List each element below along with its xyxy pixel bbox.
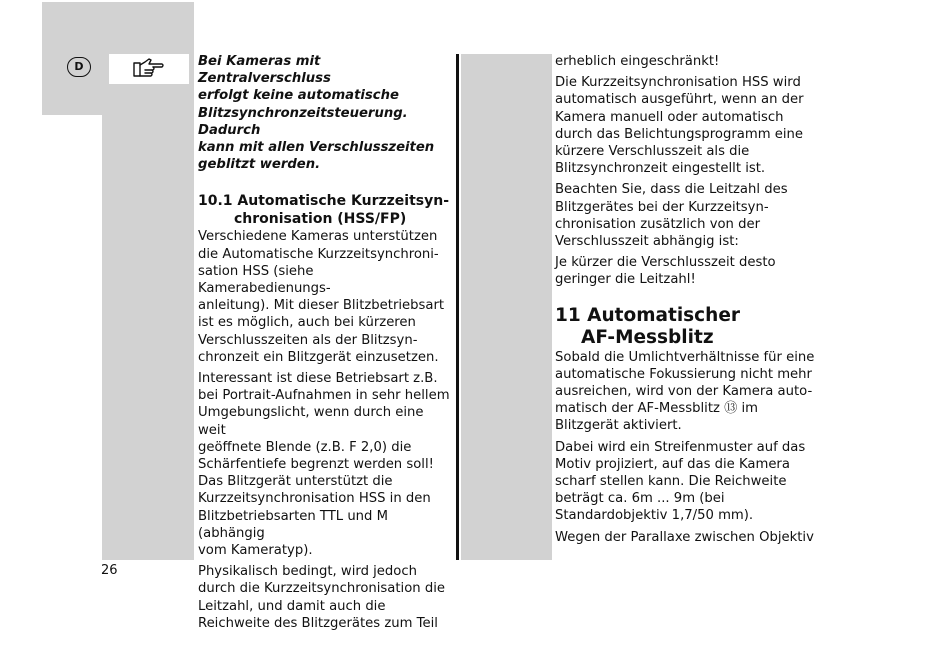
right-column	[555, 53, 815, 550]
paragraph: Sobald die Umlichtverhältnisse für eine automatische Fokussierung nicht mehr ausreichen, wird von der Kamera auto- matisch der AF-Messblitz ⑬ im Blitzgerät aktiviert.	[555, 349, 815, 434]
hint-note: Bei Kameras mit Zentralverschluss erfolgt keine automatische Blitzsynchronzeitsteuerung. Dadurch kann mit allen Verschlusszeiten geblitzt werden.	[198, 54, 435, 173]
section-heading-11: 11 Automatischer AF-Messblitz	[555, 304, 740, 348]
left-column	[198, 53, 450, 636]
margin-band-middle	[461, 54, 552, 560]
column-divider	[456, 54, 459, 560]
section-heading-10-1: 10.1 Automatische Kurzzeitsyn- chronisation (HSS/FP)	[198, 193, 450, 228]
paragraph: Die Kurzzeitsynchronisation HSS wird automatisch ausgeführt, wenn an der Kamera manuell oder automatisch durch das Belichtungsprogramm eine kürzere Verschlusszeit als die Blitzsynchronzeit eingestellt ist.	[555, 75, 804, 177]
hint-box	[109, 54, 189, 84]
page-number: 26	[101, 563, 118, 578]
paragraph: erheblich eingeschränkt!	[555, 54, 720, 69]
margin-band-left	[102, 2, 194, 560]
paragraph: Dabei wird ein Streifenmuster auf das Motiv projiziert, auf das die Kamera scharf stellen kann. Die Reichweite beträgt ca. 6m ... 9m (bei Standardobjektiv 1,7/50 mm).	[555, 439, 806, 524]
paragraph: Je kürzer die Verschlusszeit desto geringer die Leitzahl!	[555, 255, 776, 288]
paragraph: Interessant ist diese Betriebsart z.B. bei Portrait-Aufnahmen in sehr hellem Umgebungslicht, wenn durch eine weit geöffnete Blende (z.B. F 2,0) die Schärfentiefe begrenzt werden soll! Das Blitzgerät unterstützt die Kurzzeitsynchronisation HSS in den Blitzbetriebsarten TTL und M (abhängig vom Kameratyp).	[198, 371, 450, 559]
paragraph: Physikalisch bedingt, wird jedoch durch die Kurzzeitsynchronisation die Leitzahl, und damit auch die Reichweite des Blitzgerätes zum Teil	[198, 564, 445, 631]
language-badge: D	[67, 57, 91, 77]
paragraph: Verschiedene Kameras unterstützen die Automatische Kurzzeitsynchroni- sation HSS (siehe Kamerabedienungs- anleitung). Mit dieser Blitzbetriebsart ist es möglich, auch bei kürzeren Verschlusszeiten als der Blitzsyn- chronzeit ein Blitzgerät einzusetzen.	[198, 229, 445, 365]
pointing-hand-icon	[133, 58, 165, 80]
paragraph: Beachten Sie, dass die Leitzahl des Blitzgerätes bei der Kurzzeitsyn- chronisation zusätzlich von der Verschlusszeit abhängig ist:	[555, 182, 788, 250]
paragraph: Wegen der Parallaxe zwischen Objektiv	[555, 529, 814, 545]
